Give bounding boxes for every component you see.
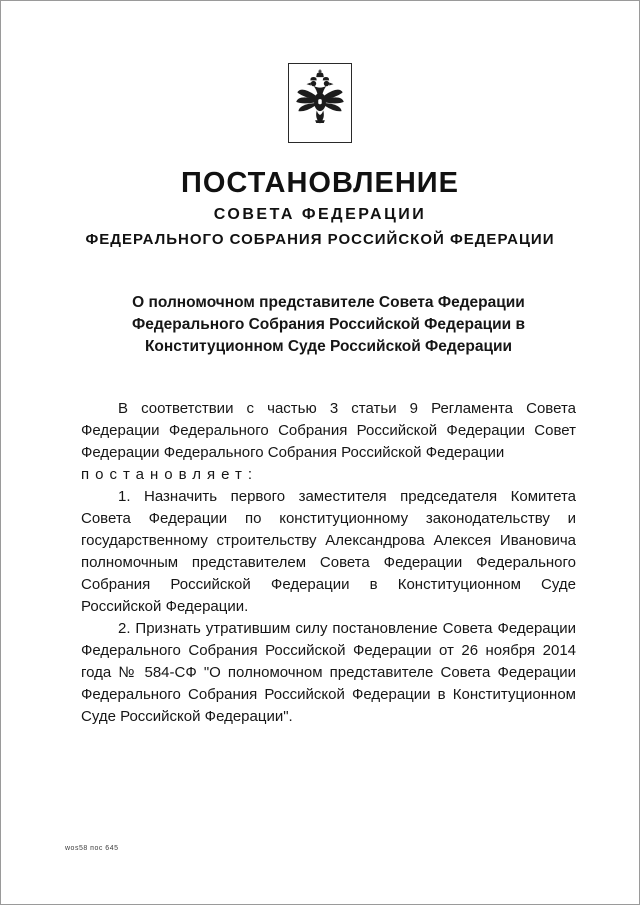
intro-paragraph bbox=[81, 398, 576, 486]
subject-line: О полномочном представителе Совета Федерации bbox=[132, 294, 525, 311]
resolution-clause: постановляет: bbox=[81, 466, 259, 483]
org-name-line2: ФЕДЕРАЛЬНОГО СОБРАНИЯ РОССИЙСКОЙ ФЕДЕРАЦИИ bbox=[85, 231, 555, 248]
subject-title bbox=[81, 292, 576, 358]
item-paragraph-1: 1. Назначить первого заместителя председателя Комитета Совета Федерации по конституционному законодательству и государственному строительству Александрова Алексея Ивановича полномочным представителем Совета Федерации Федерального Собрания Российской Федерации в Конституционном Суде Российской Федерации. bbox=[81, 488, 576, 615]
document-title: ПОСТАНОВЛЕНИЕ bbox=[181, 167, 459, 199]
org-name-line1: СОВЕТА ФЕДЕРАЦИИ bbox=[213, 206, 427, 223]
document-body bbox=[81, 398, 576, 728]
subject-line: Конституционном Суде Российской Федерации bbox=[144, 338, 513, 355]
footer-code: wos58 пос 645 bbox=[65, 845, 119, 852]
subject-line: Федерального Собрания Российской Федерации в bbox=[131, 316, 525, 333]
russian-coat-of-arms-icon bbox=[293, 68, 347, 138]
item-paragraph-2: 2. Признать утратившим силу постановление Совета Федерации Федерального Собрания Российской Федерации от 26 ноября 2014 года № 584-СФ "О полномочном представителе Совета Федерации Федерального Собрания Российской Федерации в Конституционном Суде Российской Федерации". bbox=[81, 620, 576, 725]
intro-text: В соответствии с частью 3 статьи 9 Регламента Совета Федерации Федерального Собрания Российской Федерации Совет Федерации Федерального Собрания Российской Федерации bbox=[81, 400, 576, 461]
coat-of-arms-box bbox=[288, 63, 352, 143]
